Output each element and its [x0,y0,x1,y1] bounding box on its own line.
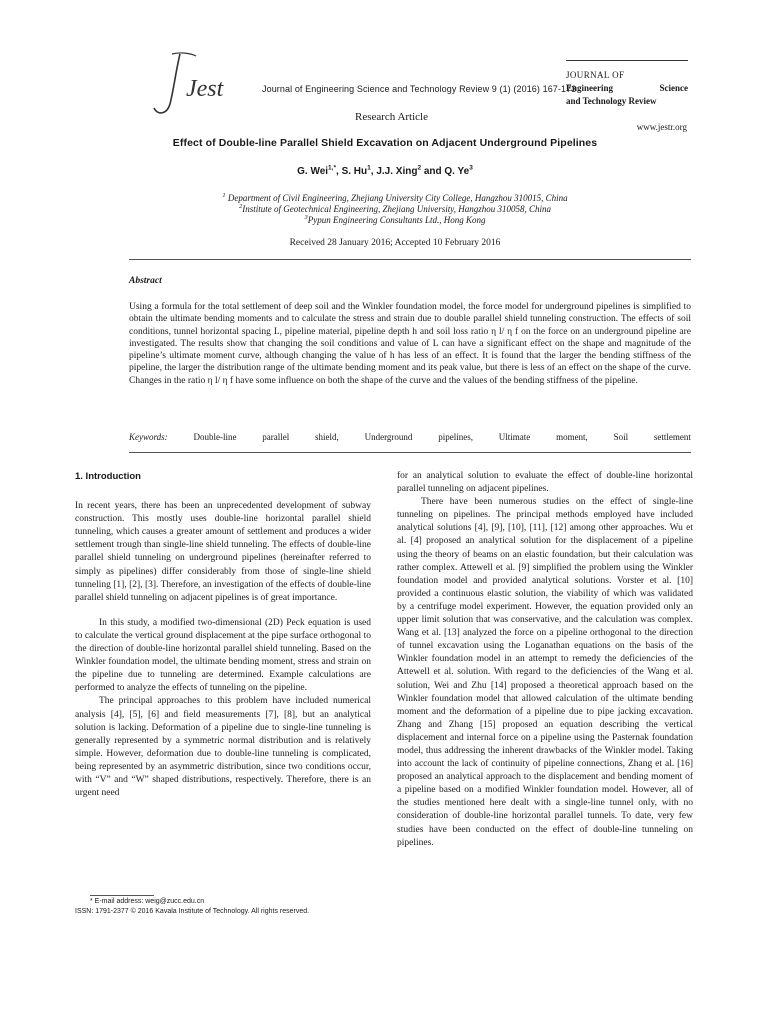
affiliation-line [0,193,770,204]
keyword: Underground [364,432,413,442]
footnote-issn: ISSN: 1791-2377 © 2016 Kavala Institute of Technology. All rights reserved. [75,908,310,915]
author-separator: and [421,166,445,177]
paragraph: There have been numerous studies on the effect of single-line tunneling on pipelines. The principal methods employed have included analytical solutions [4], [9], [10], [11], [12] among other approaches. Wu et al. [4] proposed an analytical solution for the displacement of a pipeline using the theory of beams on an elastic foundation, but their calculation was rather complex. Attewell et al. [9] simplified the problem using the Winkler foundation model and provided analytical solutions. Vorster et al. [10] provided a continuous elastic solution, the viability of which was validated by a centrifuge model experiment. However, the equation provided only an upper limit solution that was conservative, and the calculation was complex. Wang et al. [13] analyzed the force on a pipeline orthogonal to the direction of tunnel excavation using the Loganathan equations on the basis of the Winkler foundation model in an attempt to remedy the deficiencies of the Attewell et al. solution. With regard to the deficiencies of the Wang et al. solution, Wei and Zhu [14] proposed a theoretical approach based on the Winkler foundation model that allowed calculation of the ultimate bending moment and the deformation of a pipeline due to pipe jacking excavation. Zhang and Zhang [15] proposed an equation describing the vertical displacement and internal force on a pipeline using the Pasternak foundation model, thus addressing the inherent drawbacks of the Winkler model. Taking into account the lack of continuity of pipeline connections, Zhang et al. [16] proposed an analytical approach to the displacement and bending moment of a pipeline based on a modified Winkler foundation model. However, all of the studies mentioned here dealt with a single-line tunnel only, with no consideration of double-line horizontal parallel tunnels. To date, very few studies have been conducted on the effect of double-line tunneling on pipelines. [397,497,693,848]
affiliation-mark: 1 [222,192,226,199]
affiliation-mark: 2 [239,203,243,210]
affiliation-text: Pypun Engineering Consultants Ltd., Hong Kong [307,215,486,225]
article-type: Research Article [355,111,428,123]
keyword: Ultimate [498,432,531,442]
right-column [397,470,693,850]
affiliation-line [0,204,770,215]
author-affiliation-mark: 1 [367,164,371,172]
box-top-rule [566,60,688,61]
keyword: pipelines, [438,432,473,442]
journal-citation: Journal of Engineering Science and Technology Review 9 (1) (2016) 167-173 [262,84,577,94]
section-heading: 1. Introduction [75,471,141,482]
affiliation-mark: 3 [304,214,308,221]
author-name: J.J. Xing [376,166,418,177]
keyword: moment, [556,432,588,442]
footnote-rule [90,895,154,896]
author-affiliation-mark: 1,* [328,164,336,172]
author-affiliation-mark: 3 [469,164,473,172]
journal-name-box [566,60,688,106]
affiliation-text: Institute of Geotechnical Engineering, Zhejiang University, Hangzhou 310058, China [242,204,551,214]
author-list [0,166,770,177]
journal-box-line1: JOURNAL OF [566,70,625,80]
divider [129,452,691,453]
paragraph: In recent years, there has been an unprecedented development of subway construction. This mostly uses double-line horizontal parallel shield tunneling, which causes a greater amount of settlement and produces a wider settlement trough than single-line shield tunneling. The effects of double-line parallel shield tunneling on underground pipelines (hereinafter referred to simply as pipelines) differ considerably from those of single-line shield tunneling [1], [2], [3]. Therefore, an investigation of the effects of double-line parallel shield tunneling on adjacent pipelines is of great importance. [75,501,371,603]
keyword: Double-line [193,432,237,442]
author-separator: , [336,166,342,177]
author-name: G. Wei [297,166,329,177]
left-column [75,470,371,800]
author-separator: , [370,166,377,177]
affiliation-text: Department of Civil Engineering, Zhejiang University City College, Hangzhou 310015, China [225,193,568,203]
keyword: shield, [315,432,339,442]
journal-box-science: Science [659,83,688,93]
affiliation-line [0,215,770,226]
journal-box-line3: and Technology Review [566,96,657,106]
journal-website-link[interactable]: www.jestr.org [636,122,687,132]
paragraph: for an analytical solution to evaluate the effect of double-line horizontal parallel tunneling on adjacent pipelines. [397,471,693,495]
journal-box-engineering: Engineering [566,83,614,93]
paper-title: Effect of Double-line Parallel Shield Excavation on Adjacent Underground Pipelines [172,137,598,149]
paragraph: In this study, a modified two-dimensional (2D) Peck equation is used to calculate the vertical ground displacement at the pipe surface orthogonal to the direction of double-line horizontal parallel shield tunneling. Based on the Winkler foundation model, the ultimate bending moment, stress and strain on the pipeline due to tunneling are determined. Example calculations are performed to analyze the effects of tunneling on the pipeline. [75,617,371,694]
journal-box-line2 [566,83,688,93]
keyword: settlement [653,432,691,442]
keywords-label: Keywords: [129,432,168,442]
journal-logo [150,48,245,118]
divider [129,259,691,260]
received-dates: Received 28 January 2016; Accepted 10 February 2016 [289,238,501,248]
author-name: S. Hu [341,166,368,177]
keyword: Soil [613,432,629,442]
keywords [129,432,691,442]
abstract-heading: Abstract [129,276,162,286]
author-affiliation-mark: 2 [417,164,422,172]
paragraph: The principal approaches to this problem have included numerical analysis [4], [5], [6] and field measurements [7], [8], but an analytical solution is lacking. Deformation of a pipeline due to single-line tunneling is generally represented by a symmetric normal distribution and is relatively simple. However, deformation due to double-line tunneling is complicated, being represented by an asymmetric distribution, since two conditions occur, with “V” and “W” shaped distributions, respectively. Therefore, there is an urgent need [75,696,371,799]
keyword: parallel [262,432,290,442]
logo-text: Jest [186,76,224,102]
author-name: Q. Ye [444,166,470,177]
affiliations [0,193,770,226]
footnote-email: * E-mail address: weig@zucc.edu.cn [90,898,205,905]
abstract-text: Using a formula for the total settlement of deep soil and the Winkler foundation model, the force model for underground pipelines is simplified to obtain the ultimate bending moments and to calculate the stress and strain due to double parallel shield tunneling construction. The effects of soil conditions, tunnel horizontal spacing L, pipeline material, pipeline depth h and soil loss ratio η l/ η f on the force on an underground pipeline are investigated. The results show that changing the soil conditions and value of L can have a significant effect on the shape and magnitude of the pipeline’s ultimate moment curve, although changing the value of h has less of an effect. It is found that the larger the bending stiffness of the pipeline, the larger the distribution range of the ultimate bending moment and its peak value, but there is less of an effect on the shape of the curve. Changes in the ratio η l/ η f have some influence on both the shape of the curve and the values of the bending stiffness of the pipeline. [129,302,691,386]
